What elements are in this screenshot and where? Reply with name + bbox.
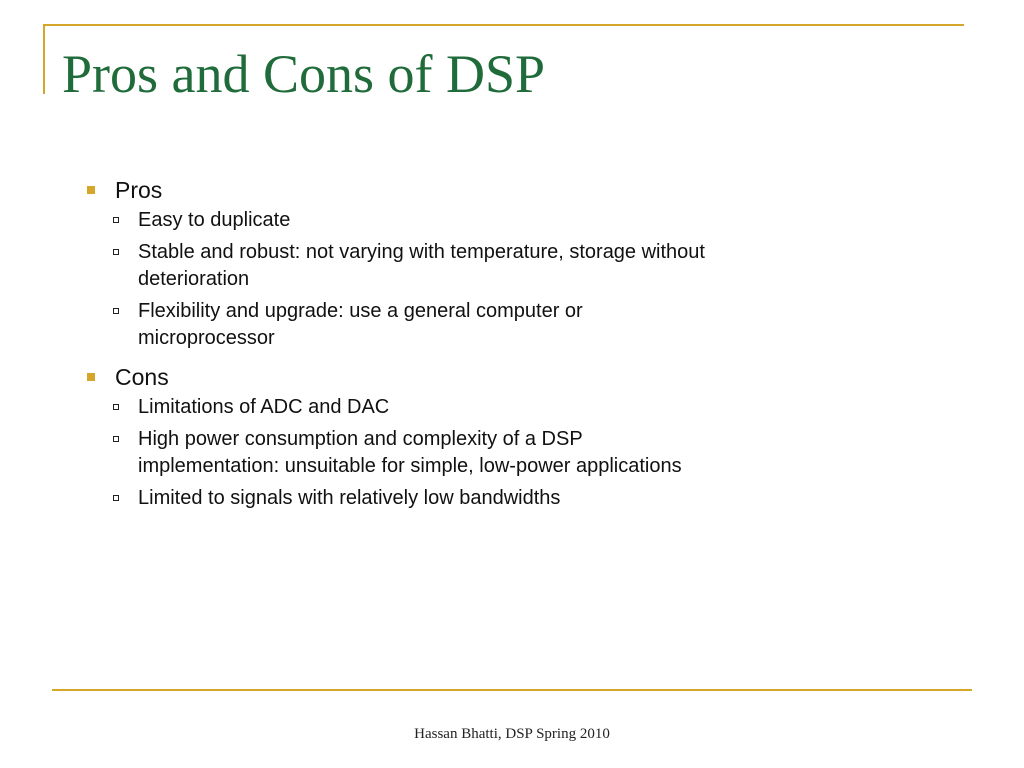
cons-label: Cons	[115, 364, 169, 390]
pros-list	[84, 207, 724, 352]
cons-item-text: Limited to signals with relatively low bandwidths	[138, 487, 561, 509]
hollow-square-bullet-icon	[113, 404, 119, 410]
pros-item-text: Flexibility and upgrade: use a general computer or microprocessor	[138, 300, 583, 349]
cons-section	[84, 360, 724, 512]
hollow-square-bullet-icon	[113, 436, 119, 442]
pros-item-text: Stable and robust: not varying with temperature, storage without deterioration	[138, 241, 705, 290]
hollow-square-bullet-icon	[113, 308, 119, 314]
list-item	[84, 394, 724, 421]
hollow-square-bullet-icon	[113, 249, 119, 255]
square-bullet-icon	[87, 373, 95, 381]
slide-footer	[0, 726, 1024, 743]
list-item	[84, 207, 724, 234]
top-rule	[43, 24, 964, 26]
cons-item-text: Limitations of ADC and DAC	[138, 396, 390, 418]
pros-label: Pros	[115, 177, 163, 203]
slide-title: Pros and Cons of DSP	[62, 44, 546, 104]
list-item	[84, 298, 724, 352]
list-item	[84, 485, 724, 512]
slide-content	[84, 173, 724, 517]
hollow-square-bullet-icon	[113, 217, 119, 223]
pros-item-text: Easy to duplicate	[138, 209, 291, 231]
footer-text: Hassan Bhatti, DSP Spring 2010	[414, 726, 610, 742]
pros-heading	[84, 173, 724, 207]
list-item	[84, 239, 724, 293]
pros-section	[84, 173, 724, 352]
hollow-square-bullet-icon	[113, 495, 119, 501]
left-rule	[43, 24, 45, 94]
cons-item-text: High power consumption and complexity of a DSP implementation: unsuitable for simple, low-power applications	[138, 428, 682, 477]
cons-list	[84, 394, 724, 512]
square-bullet-icon	[87, 186, 95, 194]
list-item	[84, 426, 724, 480]
cons-heading	[84, 360, 724, 394]
footer-rule	[52, 689, 972, 691]
